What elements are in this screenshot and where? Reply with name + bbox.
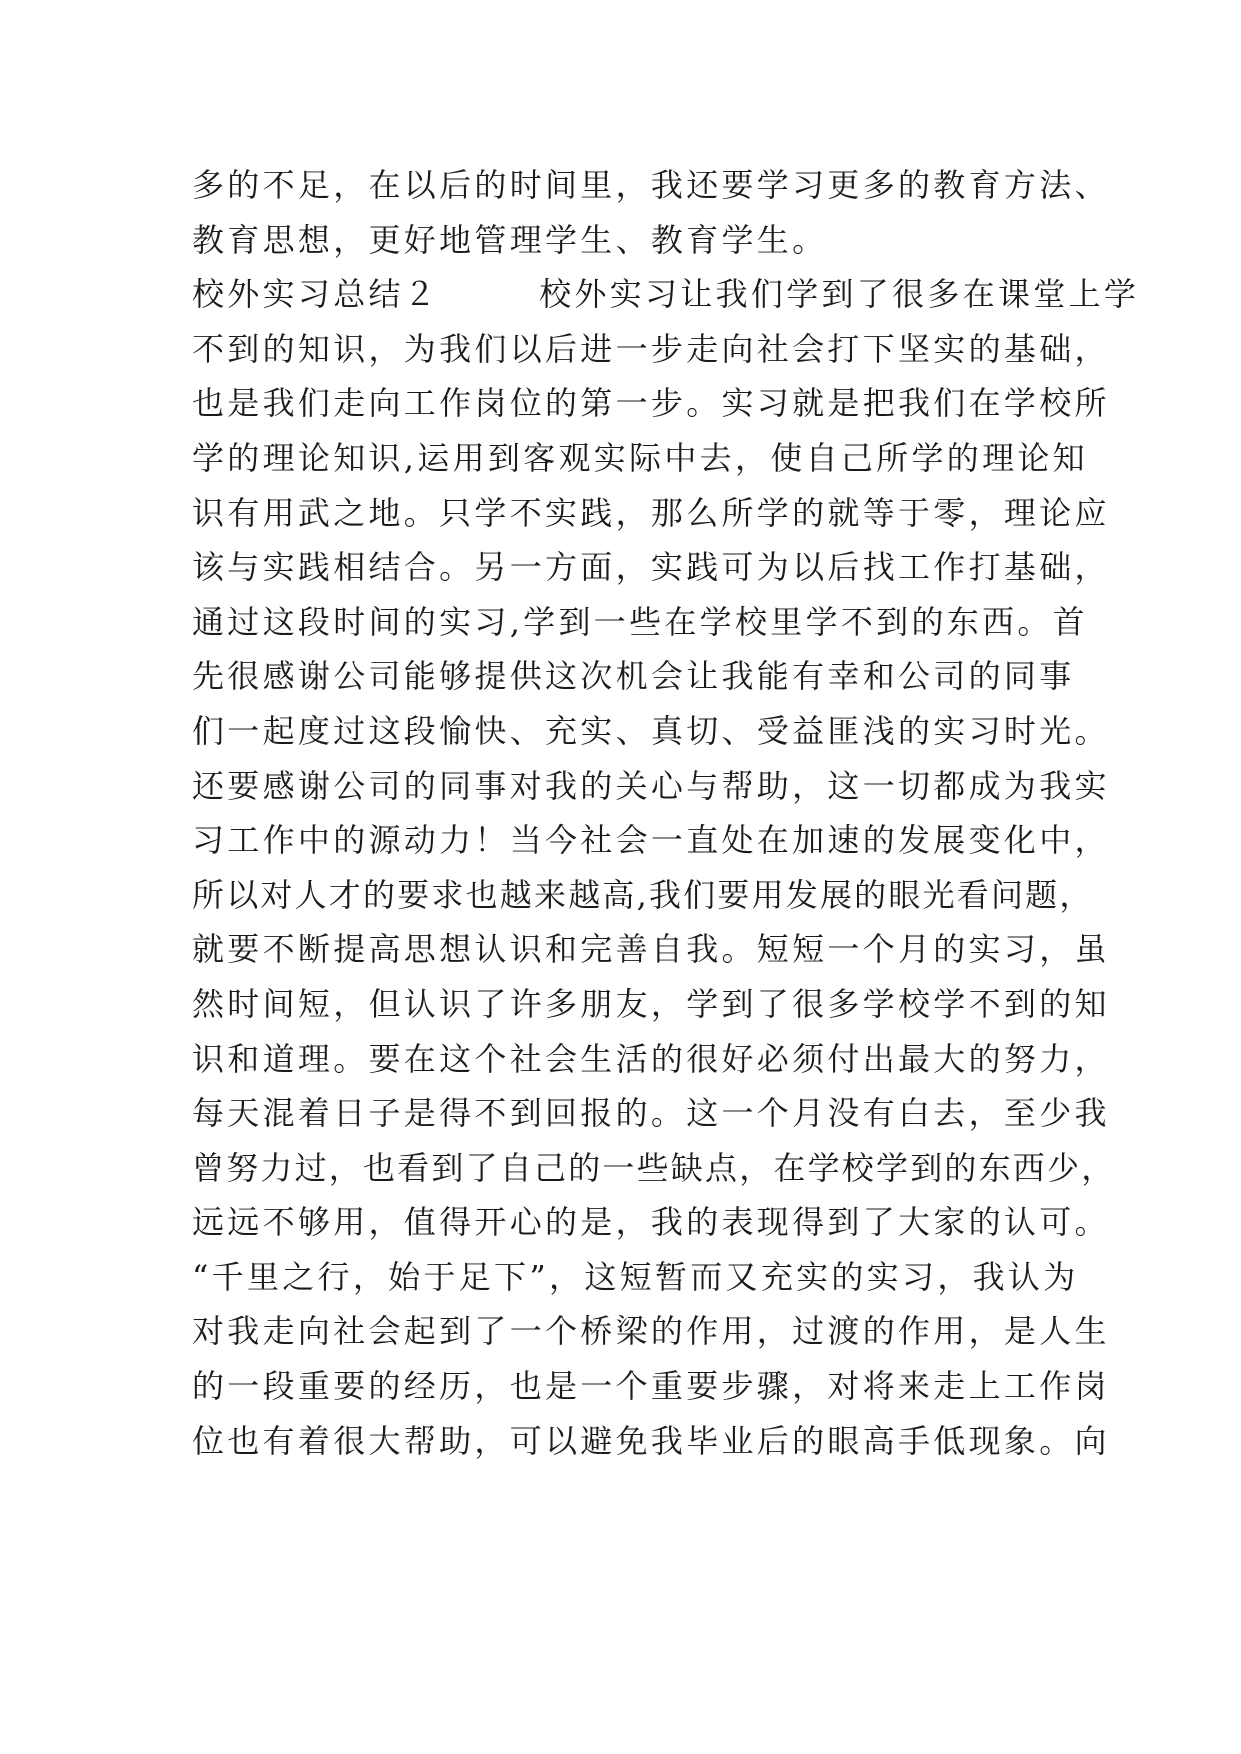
text-line: 通过这段时间的实习,学到一些在学校里学不到的东西。首	[192, 602, 1088, 641]
section-heading-line	[192, 267, 1140, 322]
text-line: 们一起度过这段愉快、充实、真切、受益匪浅的实习时光。	[192, 711, 1110, 750]
text-line: 每天混着日子是得不到回报的。这一个月没有白去，至少我	[192, 1094, 1110, 1133]
text-line: 远远不够用，值得开心的是，我的表现得到了大家的认可。	[192, 1203, 1110, 1242]
text-line: 对我走向社会起到了一个桥梁的作用，过渡的作用，是人生	[192, 1312, 1110, 1351]
text-line: 位也有着很大帮助，可以避免我毕业后的眼高手低现象。向	[192, 1421, 1110, 1460]
document-body	[192, 158, 1140, 1468]
text-line: 的一段重要的经历，也是一个重要步骤，对将来走上工作岗	[192, 1367, 1110, 1406]
text-line: 也是我们走向工作岗位的第一步。实习就是把我们在学校所	[192, 384, 1110, 423]
text-line: 学的理论知识,运用到客观实际中去，使自己所学的理论知	[192, 438, 1088, 477]
text-line: 所以对人才的要求也越来越高,我们要用发展的眼光看问题，	[192, 875, 1094, 914]
text-line: 识和道理。要在这个社会生活的很好必须付出最大的努力，	[192, 1039, 1110, 1078]
text-line: 识有用武之地。只学不实践，那么所学的就等于零，理论应	[192, 493, 1110, 532]
text-line: 曾努力过，也看到了自己的一些缺点，在学校学到的东西少，	[192, 1148, 1116, 1187]
text-line: 教育思想，更好地管理学生、教育学生。	[192, 220, 828, 259]
text-line: 就要不断提高思想认识和完善自我。短短一个月的实习，虽	[192, 930, 1110, 969]
section-heading: 校外实习总结２	[192, 275, 440, 314]
text-line: 不到的知识，为我们以后进一步走向社会打下坚实的基础，	[192, 329, 1110, 368]
section-first-line: 校外实习让我们学到了很多在课堂上学	[539, 275, 1140, 314]
text-line: 还要感谢公司的同事对我的关心与帮助，这一切都成为我实	[192, 766, 1110, 805]
text-line: 多的不足，在以后的时间里，我还要学习更多的教育方法、	[192, 166, 1110, 204]
text-line: 习工作中的源动力！当今社会一直处在加速的发展变化中，	[192, 821, 1110, 860]
text-line: “千里之行，始于足下”，这短暂而又充实的实习，我认为	[192, 1257, 1079, 1296]
text-line: 该与实践相结合。另一方面，实践可为以后找工作打基础，	[192, 548, 1110, 587]
text-line: 先很感谢公司能够提供这次机会让我能有幸和公司的同事	[192, 657, 1075, 696]
text-line: 然时间短，但认识了许多朋友，学到了很多学校学不到的知	[192, 984, 1110, 1023]
